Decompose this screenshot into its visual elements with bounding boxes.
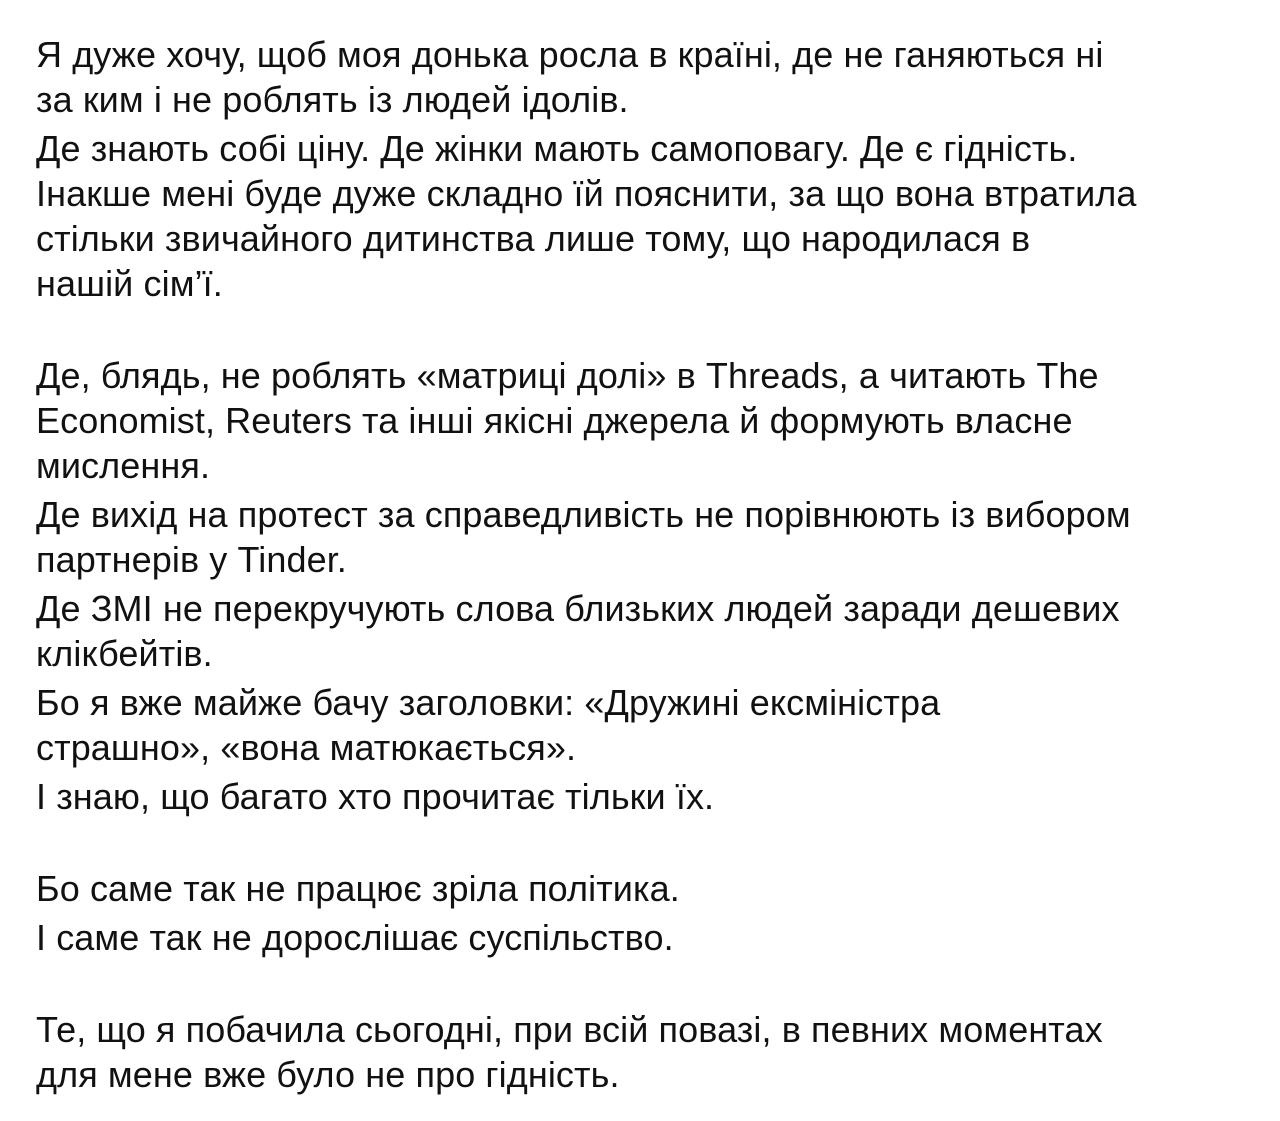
post-text bbox=[36, 32, 1261, 1097]
paragraph: Я дуже хочу, щоб моя донька росла в країні, де не ганяються ні за ким і не роблять із людей ідолів. bbox=[36, 34, 1104, 120]
paragraph: Де знають собі ціну. Де жінки мають самоповагу. Де є гідність. Інакше мені буде дуже складно їй пояснити, за що вона втратила стільки звичайного дитинства лише тому, що народилася в нашій сім’ї. bbox=[36, 128, 1137, 304]
paragraph: Де вихід на протест за справедливість не порівнюють із вибором партнерів у Tinder. bbox=[36, 494, 1131, 580]
paragraph: Бо я вже майже бачу заголовки: «Дружині ексміністра страшно», «вона матюкається». bbox=[36, 682, 941, 768]
paragraph: Те, що я побачила сьогодні, при всій повазі, в певних моментах для мене вже було не про гідність. bbox=[36, 1009, 1103, 1095]
paragraph: Де, блядь, не роблять «матриці долі» в Threads, а читають The Economist, Reuters та інші якісні джерела й формують власне мислення. bbox=[36, 355, 1099, 486]
paragraph: Де ЗМІ не перекручують слова близьких людей заради дешевих клікбейтів. bbox=[36, 588, 1120, 674]
paragraph: І знаю, що багато хто прочитає тільки їх. bbox=[36, 776, 715, 817]
paragraph: І саме так не дорослішає суспільство. bbox=[36, 917, 674, 958]
paragraph: Бо саме так не працює зріла політика. bbox=[36, 868, 680, 909]
